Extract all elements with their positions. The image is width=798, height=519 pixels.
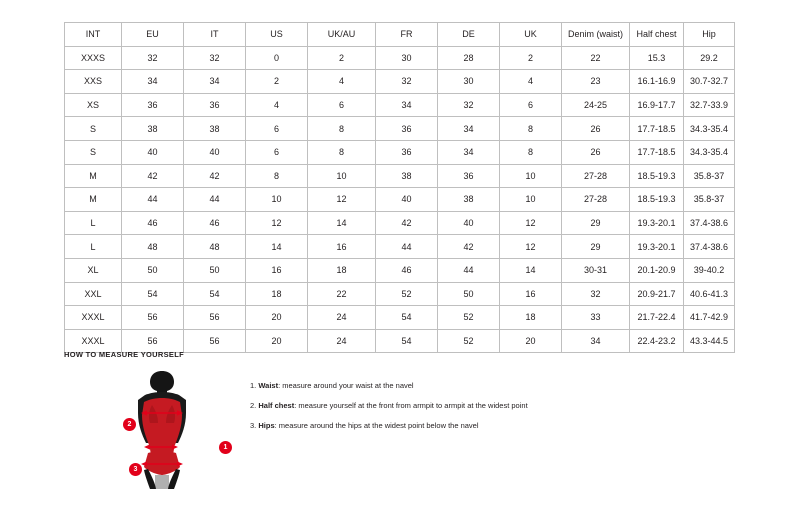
cell-int: S [65,117,122,141]
cell-eu: 54 [122,282,184,306]
column-header-hip: Hip [684,23,735,47]
cell-eu: 48 [122,235,184,259]
cell-denim-waist: 29 [562,235,630,259]
cell-uk: 12 [500,211,562,235]
cell-uk-au: 4 [308,70,376,94]
cell-denim-waist: 23 [562,70,630,94]
table-row [65,282,735,306]
cell-denim-waist: 24-25 [562,93,630,117]
cell-eu: 32 [122,46,184,70]
note-index: 3. [250,421,257,430]
badge-half-chest: 2 [123,418,136,431]
column-header-denim-waist: Denim (waist) [562,23,630,47]
cell-fr: 52 [376,282,438,306]
cell-uk: 20 [500,329,562,353]
cell-int: XXXL [65,329,122,353]
cell-uk-au: 8 [308,140,376,164]
column-header-eu: EU [122,23,184,47]
cell-fr: 36 [376,117,438,141]
column-header-us: US [246,23,308,47]
cell-de: 44 [438,258,500,282]
cell-de: 32 [438,93,500,117]
cell-half-chest: 19.3-20.1 [630,235,684,259]
cell-it: 54 [184,282,246,306]
note-index: 1. [250,381,257,390]
cell-half-chest: 16.9-17.7 [630,93,684,117]
table-row [65,117,735,141]
cell-hip: 39-40.2 [684,258,735,282]
column-header-fr: FR [376,23,438,47]
cell-eu: 56 [122,329,184,353]
cell-int: XS [65,93,122,117]
note-term: Waist [258,381,279,390]
cell-de: 40 [438,211,500,235]
cell-hip: 35.8-37 [684,164,735,188]
cell-us: 8 [246,164,308,188]
cell-denim-waist: 27-28 [562,188,630,212]
note-index: 2. [250,401,257,410]
cell-uk-au: 6 [308,93,376,117]
cell-half-chest: 15.3 [630,46,684,70]
table-row [65,46,735,70]
how-to-measure-title: HOW TO MEASURE YOURSELF [64,350,184,359]
cell-half-chest: 21.7-22.4 [630,306,684,330]
cell-uk: 10 [500,188,562,212]
cell-hip: 34.3-35.4 [684,140,735,164]
cell-us: 6 [246,140,308,164]
cell-int: M [65,164,122,188]
table-row [65,140,735,164]
column-header-it: IT [184,23,246,47]
cell-us: 12 [246,211,308,235]
cell-de: 50 [438,282,500,306]
table-row [65,235,735,259]
cell-denim-waist: 34 [562,329,630,353]
cell-int: XL [65,258,122,282]
cell-half-chest: 17.7-18.5 [630,117,684,141]
cell-uk: 8 [500,140,562,164]
cell-it: 46 [184,211,246,235]
cell-uk-au: 2 [308,46,376,70]
cell-fr: 44 [376,235,438,259]
cell-uk: 8 [500,117,562,141]
cell-half-chest: 16.1-16.9 [630,70,684,94]
measurement-figure [100,369,230,489]
cell-de: 42 [438,235,500,259]
cell-uk-au: 22 [308,282,376,306]
cell-it: 50 [184,258,246,282]
cell-int: XXXS [65,46,122,70]
cell-uk-au: 8 [308,117,376,141]
cell-fr: 34 [376,93,438,117]
cell-eu: 44 [122,188,184,212]
table-row [65,93,735,117]
cell-eu: 42 [122,164,184,188]
cell-it: 44 [184,188,246,212]
measure-note-half-chest [250,401,528,410]
cell-it: 48 [184,235,246,259]
cell-hip: 35.8-37 [684,188,735,212]
cell-us: 14 [246,235,308,259]
cell-fr: 54 [376,306,438,330]
cell-hip: 41.7-42.9 [684,306,735,330]
cell-denim-waist: 26 [562,117,630,141]
cell-int: L [65,211,122,235]
cell-uk: 4 [500,70,562,94]
cell-us: 18 [246,282,308,306]
cell-us: 20 [246,329,308,353]
cell-uk-au: 24 [308,329,376,353]
cell-int: XXXL [65,306,122,330]
cell-us: 0 [246,46,308,70]
table-row [65,70,735,94]
cell-it: 38 [184,117,246,141]
table-row [65,258,735,282]
cell-denim-waist: 30-31 [562,258,630,282]
how-to-measure-section [64,350,734,489]
cell-half-chest: 17.7-18.5 [630,140,684,164]
cell-half-chest: 18.5-19.3 [630,188,684,212]
cell-hip: 40.6-41.3 [684,282,735,306]
cell-int: S [65,140,122,164]
badge-hips: 3 [129,463,142,476]
table-row [65,188,735,212]
cell-eu: 34 [122,70,184,94]
cell-de: 52 [438,329,500,353]
cell-it: 40 [184,140,246,164]
table-row [65,306,735,330]
cell-eu: 38 [122,117,184,141]
cell-eu: 56 [122,306,184,330]
cell-it: 56 [184,329,246,353]
column-header-int: INT [65,23,122,47]
cell-fr: 42 [376,211,438,235]
cell-hip: 29.2 [684,46,735,70]
cell-it: 36 [184,93,246,117]
cell-fr: 30 [376,46,438,70]
size-chart-table [64,22,735,353]
badge-waist: 1 [219,441,232,454]
cell-uk: 14 [500,258,562,282]
cell-uk: 10 [500,164,562,188]
cell-denim-waist: 29 [562,211,630,235]
table-row [65,164,735,188]
cell-fr: 46 [376,258,438,282]
cell-de: 38 [438,188,500,212]
column-header-uk-au: UK/AU [308,23,376,47]
cell-eu: 50 [122,258,184,282]
cell-uk-au: 16 [308,235,376,259]
cell-denim-waist: 27-28 [562,164,630,188]
how-to-measure-body [64,369,734,489]
cell-uk: 6 [500,93,562,117]
measure-note-waist [250,381,528,390]
cell-hip: 37.4-38.6 [684,211,735,235]
cell-eu: 46 [122,211,184,235]
cell-de: 52 [438,306,500,330]
cell-us: 16 [246,258,308,282]
cell-us: 6 [246,117,308,141]
table-row [65,211,735,235]
cell-denim-waist: 26 [562,140,630,164]
cell-it: 56 [184,306,246,330]
cell-uk: 2 [500,46,562,70]
cell-uk: 16 [500,282,562,306]
measure-note-hips [250,421,528,430]
cell-de: 30 [438,70,500,94]
table-head [65,23,735,47]
cell-uk-au: 24 [308,306,376,330]
cell-fr: 36 [376,140,438,164]
note-term: Half chest [258,401,295,410]
cell-it: 34 [184,70,246,94]
cell-de: 36 [438,164,500,188]
cell-hip: 34.3-35.4 [684,117,735,141]
note-text: : measure around your waist at the navel [278,381,414,390]
cell-half-chest: 20.1-20.9 [630,258,684,282]
cell-half-chest: 20.9-21.7 [630,282,684,306]
cell-denim-waist: 22 [562,46,630,70]
cell-int: XXS [65,70,122,94]
cell-us: 2 [246,70,308,94]
cell-fr: 38 [376,164,438,188]
mannequin-illustration [100,369,230,489]
cell-hip: 32.7-33.9 [684,93,735,117]
cell-de: 34 [438,140,500,164]
cell-half-chest: 18.5-19.3 [630,164,684,188]
cell-hip: 43.3-44.5 [684,329,735,353]
table-body [65,46,735,353]
cell-fr: 32 [376,70,438,94]
size-chart-container [64,22,734,353]
cell-us: 10 [246,188,308,212]
cell-fr: 40 [376,188,438,212]
cell-uk-au: 14 [308,211,376,235]
cell-uk-au: 10 [308,164,376,188]
cell-fr: 54 [376,329,438,353]
note-text: : measure yourself at the front from armpit to armpit at the widest point [294,401,528,410]
cell-uk: 12 [500,235,562,259]
column-header-de: DE [438,23,500,47]
cell-hip: 37.4-38.6 [684,235,735,259]
cell-hip: 30.7-32.7 [684,70,735,94]
cell-uk-au: 12 [308,188,376,212]
table-header-row [65,23,735,47]
column-header-uk: UK [500,23,562,47]
cell-it: 42 [184,164,246,188]
cell-int: M [65,188,122,212]
cell-de: 34 [438,117,500,141]
cell-uk: 18 [500,306,562,330]
column-header-half-chest: Half chest [630,23,684,47]
cell-eu: 36 [122,93,184,117]
note-term: Hips [258,421,275,430]
cell-us: 20 [246,306,308,330]
cell-half-chest: 22.4-23.2 [630,329,684,353]
note-text: : measure around the hips at the widest point below the navel [274,421,479,430]
cell-it: 32 [184,46,246,70]
cell-eu: 40 [122,140,184,164]
measure-notes [250,369,528,441]
cell-denim-waist: 32 [562,282,630,306]
cell-de: 28 [438,46,500,70]
cell-int: XXL [65,282,122,306]
cell-uk-au: 18 [308,258,376,282]
cell-us: 4 [246,93,308,117]
cell-denim-waist: 33 [562,306,630,330]
cell-half-chest: 19.3-20.1 [630,211,684,235]
cell-int: L [65,235,122,259]
